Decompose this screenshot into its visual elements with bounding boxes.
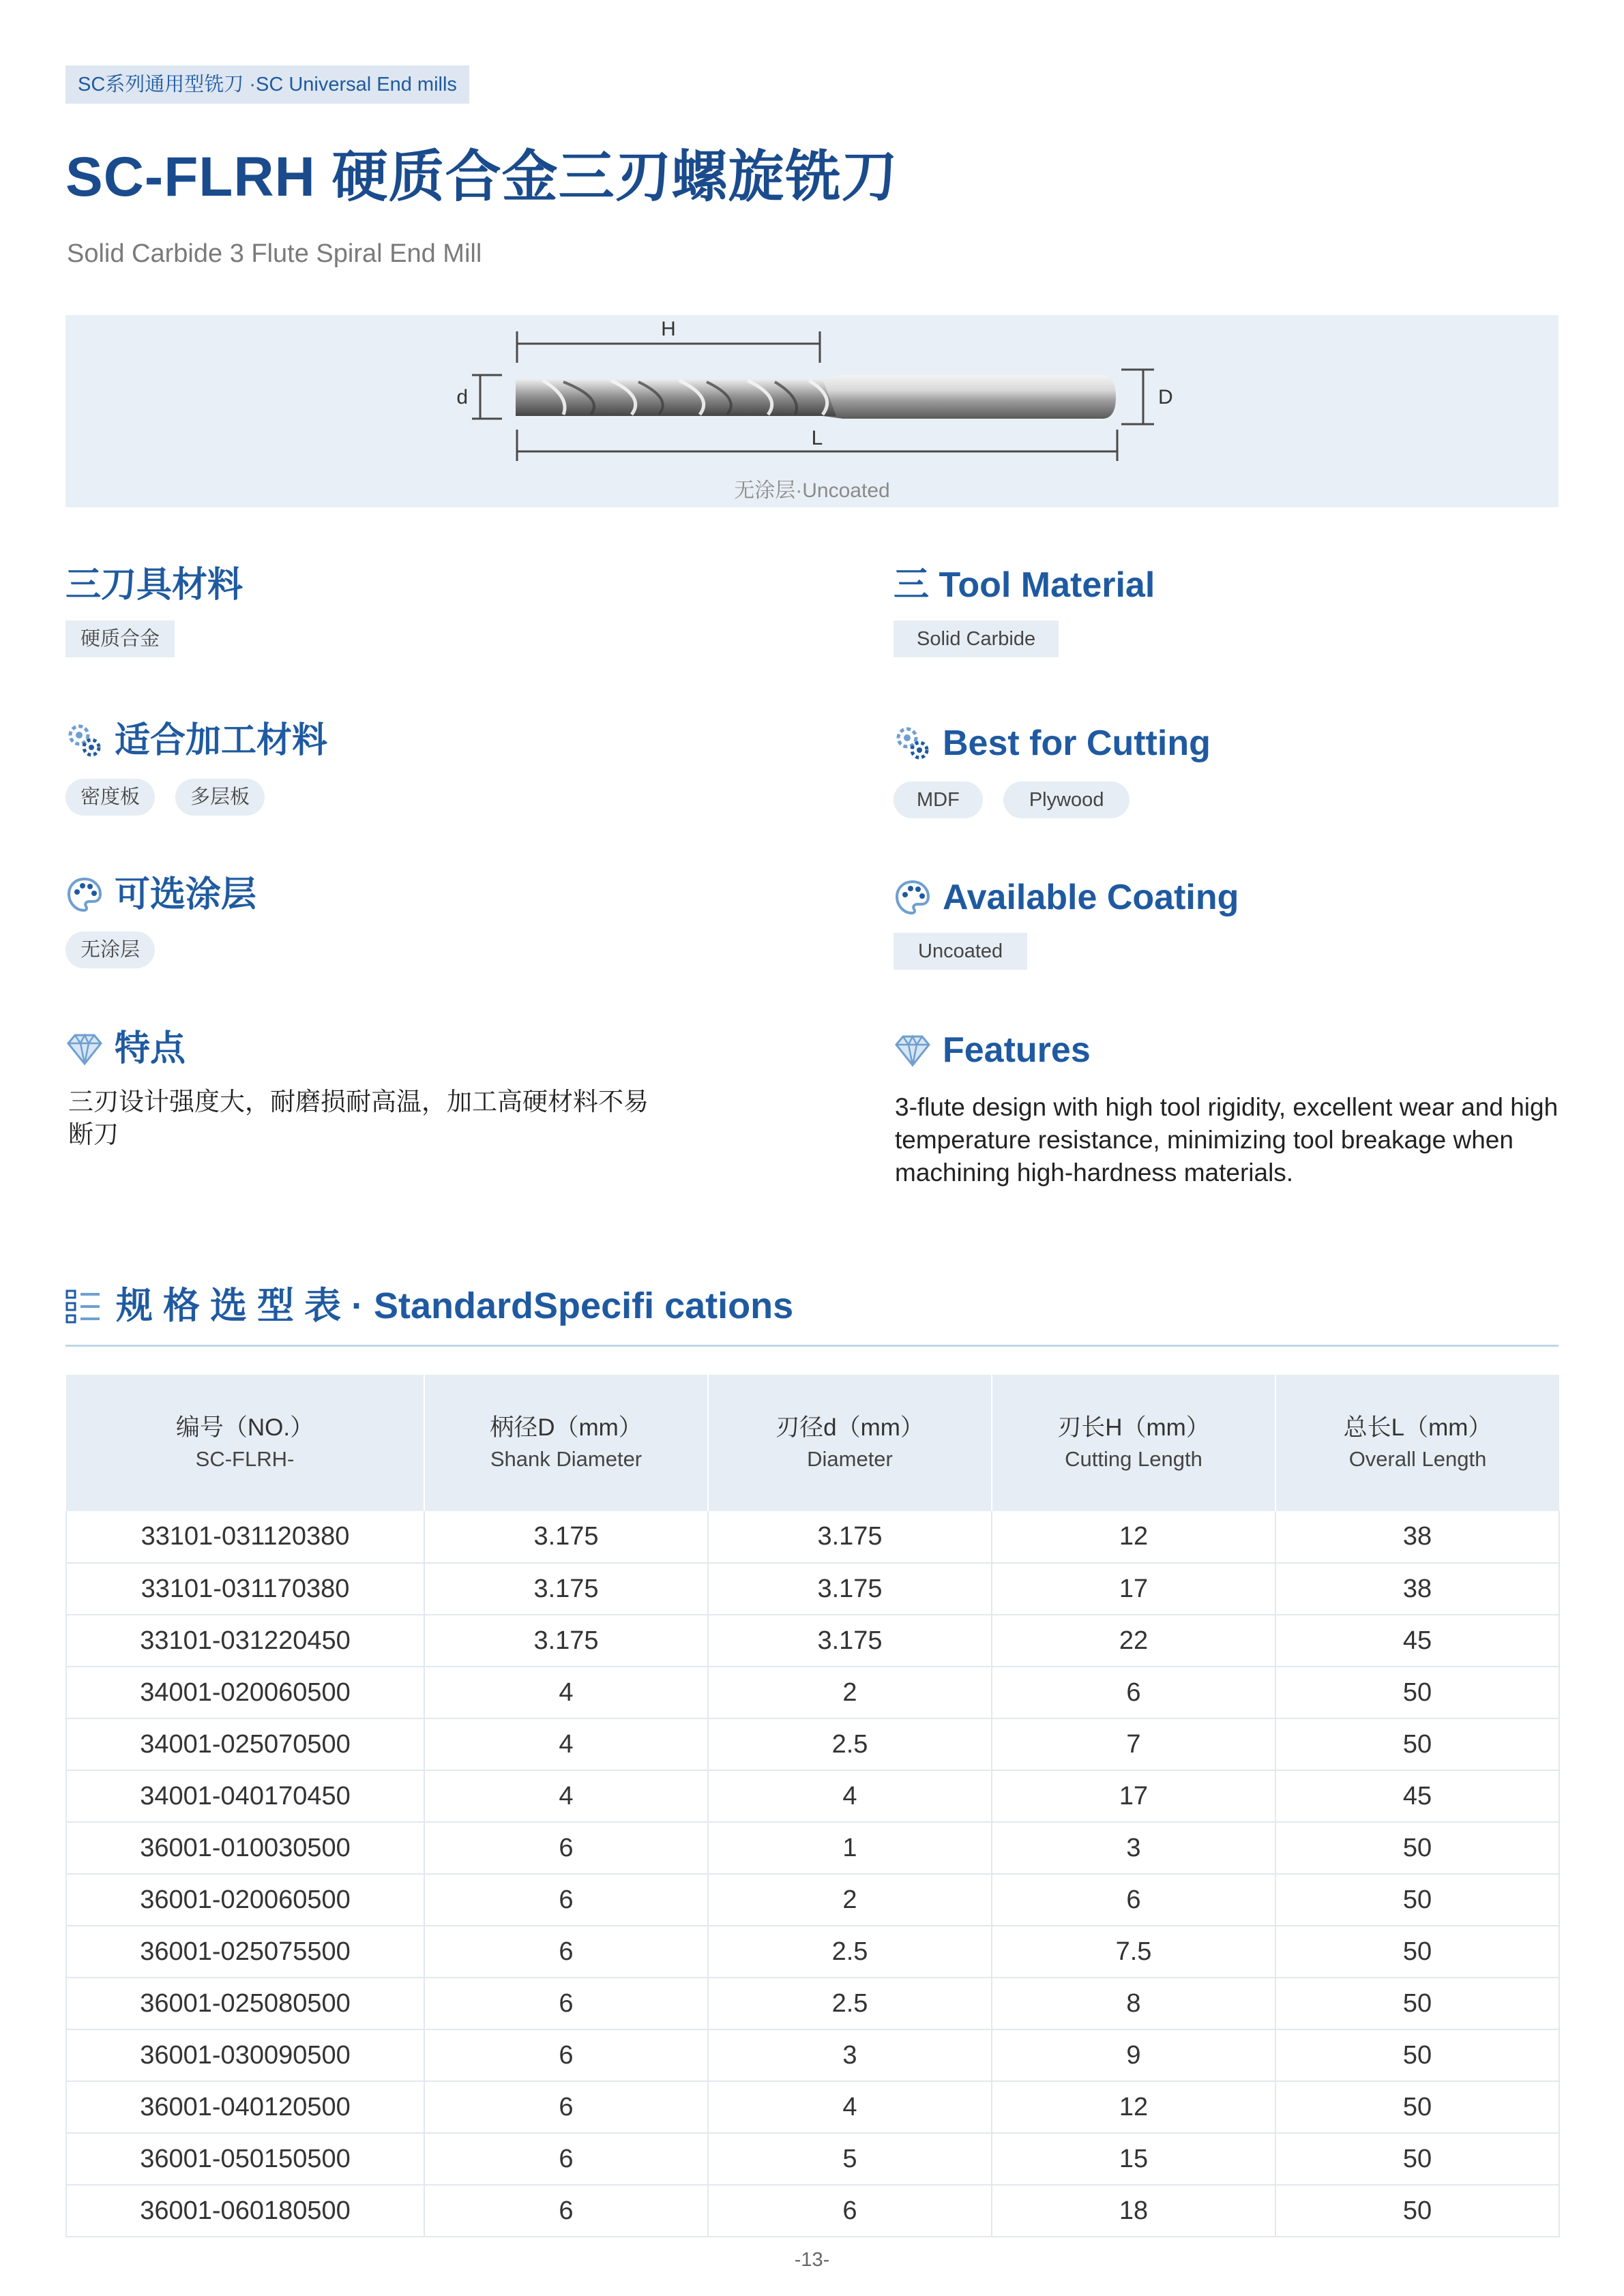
table-cell: 50 — [1275, 2081, 1559, 2133]
table-cell: 4 — [424, 1718, 708, 1770]
table-cell: 36001-040120500 — [66, 2081, 424, 2133]
palette-icon — [894, 878, 932, 916]
table-cell: 6 — [424, 2185, 708, 2237]
table-cell: 4 — [424, 1667, 708, 1718]
table-cell: 6 — [424, 1978, 708, 2029]
table-cell: 7 — [992, 1718, 1275, 1770]
table-cell: 12 — [992, 2081, 1275, 2133]
table-cell: 50 — [1275, 1926, 1559, 1978]
table-cell: 1 — [708, 1822, 992, 1874]
table-row — [66, 1511, 1559, 1563]
table-row — [66, 1667, 1559, 1718]
list-icon — [65, 1288, 101, 1324]
spec-table — [65, 1375, 1560, 2237]
col-header-diameter: 刃径d（mm） Diameter — [708, 1375, 992, 1511]
table-row — [66, 1874, 1559, 1926]
diamond-icon — [65, 1030, 104, 1068]
table-cell: 5 — [708, 2133, 992, 2185]
table-cell: 36001-025080500 — [66, 1978, 424, 2029]
gears-icon — [65, 721, 104, 760]
table-cell: 33101-031170380 — [66, 1563, 424, 1615]
diagram-caption: 无涂层·Uncoated — [734, 479, 890, 502]
cutting-chip-zh-2: 多层板 — [175, 779, 265, 816]
table-cell: 34001-025070500 — [66, 1718, 424, 1770]
table-cell: 45 — [1275, 1770, 1559, 1822]
label-h: H — [661, 318, 676, 340]
page-title: SC-FLRH 硬质合金三刃螺旋铣刀 — [65, 146, 898, 208]
table-cell: 34001-040170450 — [66, 1770, 424, 1822]
table-cell: 33101-031120380 — [66, 1511, 424, 1563]
material-title-en: 三 Tool Material — [894, 565, 1155, 605]
table-cell: 3.175 — [424, 1511, 708, 1563]
table-header-row — [66, 1375, 1559, 1511]
features-title-zh: 特点 — [65, 1027, 186, 1071]
spec-divider — [65, 1345, 1559, 1347]
table-cell: 17 — [992, 1770, 1275, 1822]
table-cell: 36001-030090500 — [66, 2029, 424, 2081]
coating-title-zh: 可选涂层 — [65, 873, 256, 916]
table-cell: 50 — [1275, 1978, 1559, 2029]
table-cell: 36001-025075500 — [66, 1926, 424, 1978]
table-cell: 6 — [424, 2081, 708, 2133]
table-cell: 36001-020060500 — [66, 1874, 424, 1926]
table-cell: 50 — [1275, 1874, 1559, 1926]
table-cell: 15 — [992, 2133, 1275, 2185]
table-cell: 18 — [992, 2185, 1275, 2237]
table-cell: 2 — [708, 1667, 992, 1718]
table-cell: 6 — [424, 2133, 708, 2185]
table-cell: 50 — [1275, 2029, 1559, 2081]
table-cell: 4 — [708, 2081, 992, 2133]
table-cell: 3.175 — [424, 1563, 708, 1615]
table-cell: 2.5 — [708, 1718, 992, 1770]
cutting-chip-zh-1: 密度板 — [65, 779, 155, 816]
table-cell: 34001-020060500 — [66, 1667, 424, 1718]
table-cell: 9 — [992, 2029, 1275, 2081]
table-cell: 6 — [424, 1822, 708, 1874]
table-cell: 6 — [424, 2029, 708, 2081]
table-cell: 6 — [992, 1874, 1275, 1926]
table-cell: 3.175 — [708, 1615, 992, 1667]
table-cell: 12 — [992, 1511, 1275, 1563]
table-row — [66, 1615, 1559, 1667]
table-cell: 6 — [992, 1667, 1275, 1718]
diamond-icon — [894, 1031, 932, 1069]
table-cell: 50 — [1275, 1667, 1559, 1718]
material-title-zh: 三刀具材料 — [65, 565, 243, 605]
coating-chip-zh: 无涂层 — [65, 931, 155, 968]
cutting-title-zh: 适合加工材料 — [65, 719, 327, 762]
d-large-dimension — [1121, 370, 1154, 424]
table-cell: 22 — [992, 1615, 1275, 1667]
palette-icon — [65, 876, 104, 914]
table-cell: 2.5 — [708, 1926, 992, 1978]
table-row — [66, 1718, 1559, 1770]
coating-chip-en: Uncoated — [894, 933, 1027, 970]
table-cell: 6 — [424, 1874, 708, 1926]
cutting-chip-en-1: MDF — [894, 781, 983, 818]
table-cell: 36001-050150500 — [66, 2133, 424, 2185]
table-cell: 6 — [708, 2185, 992, 2237]
table-row — [66, 1770, 1559, 1822]
page-number: -13- — [794, 2249, 830, 2271]
table-cell: 2.5 — [708, 1978, 992, 2029]
table-cell: 33101-031220450 — [66, 1615, 424, 1667]
material-chip-zh: 硬质合金 — [65, 621, 175, 657]
table-cell: 4 — [424, 1770, 708, 1822]
table-cell: 38 — [1275, 1563, 1559, 1615]
table-cell: 36001-010030500 — [66, 1822, 424, 1874]
table-cell: 50 — [1275, 1822, 1559, 1874]
table-row — [66, 2081, 1559, 2133]
table-cell: 8 — [992, 1978, 1275, 2029]
col-header-overall-length: 总长L（mm） Overall Length — [1275, 1375, 1559, 1511]
table-row — [66, 1926, 1559, 1978]
table-cell: 6 — [424, 1926, 708, 1978]
col-header-no: 编号（NO.） SC-FLRH- — [66, 1375, 424, 1511]
table-cell: 4 — [708, 1770, 992, 1822]
features-text-en: 3-flute design with high tool rigidity, excellent wear and high temperature resistance, minimizing tool breakage when machining high-hardness materials. — [895, 1093, 1559, 1187]
table-row — [66, 2133, 1559, 2185]
d-small-dimension — [472, 375, 502, 419]
table-row — [66, 1563, 1559, 1615]
label-d-small: d — [456, 386, 468, 408]
table-row — [66, 1978, 1559, 2029]
table-row — [66, 2029, 1559, 2081]
label-d-large: D — [1158, 386, 1173, 408]
table-cell: 38 — [1275, 1511, 1559, 1563]
coating-title-en: Available Coating — [894, 876, 1239, 919]
table-cell: 50 — [1275, 2185, 1559, 2237]
table-cell: 3 — [992, 1822, 1275, 1874]
series-tag: SC系列通用型铣刀 ·SC Universal End mills — [65, 65, 469, 104]
table-cell: 3.175 — [708, 1511, 992, 1563]
table-cell: 7.5 — [992, 1926, 1275, 1978]
table-cell: 36001-060180500 — [66, 2185, 424, 2237]
table-cell: 45 — [1275, 1615, 1559, 1667]
table-cell: 3.175 — [708, 1563, 992, 1615]
table-cell: 50 — [1275, 2133, 1559, 2185]
features-text-zh: 三刃设计强度大，耐磨损耐高温，加工高硬材料不易断刀 — [68, 1088, 649, 1148]
table-cell: 3.175 — [424, 1615, 708, 1667]
col-header-cutting-length: 刃长H（mm） Cutting Length — [992, 1375, 1275, 1511]
page-subtitle: Solid Carbide 3 Flute Spiral End Mill — [67, 239, 482, 268]
table-cell: 17 — [992, 1563, 1275, 1615]
features-title-en: Features — [894, 1028, 1091, 1072]
table-row — [66, 1822, 1559, 1874]
table-cell: 3 — [708, 2029, 992, 2081]
table-row — [66, 2185, 1559, 2237]
gears-icon — [894, 724, 932, 762]
cutting-chip-en-2: Plywood — [1003, 781, 1130, 818]
tool-diagram — [65, 315, 1559, 507]
table-cell: 50 — [1275, 1718, 1559, 1770]
material-chip-en: Solid Carbide — [894, 621, 1059, 657]
spec-title: 规 格 选 型 表 · StandardSpecifi cations — [65, 1282, 793, 1330]
table-cell: 2 — [708, 1874, 992, 1926]
col-header-shank: 柄径D（mm） Shank Diameter — [424, 1375, 708, 1511]
cutting-title-en: Best for Cutting — [894, 721, 1211, 765]
label-l: L — [811, 427, 823, 449]
